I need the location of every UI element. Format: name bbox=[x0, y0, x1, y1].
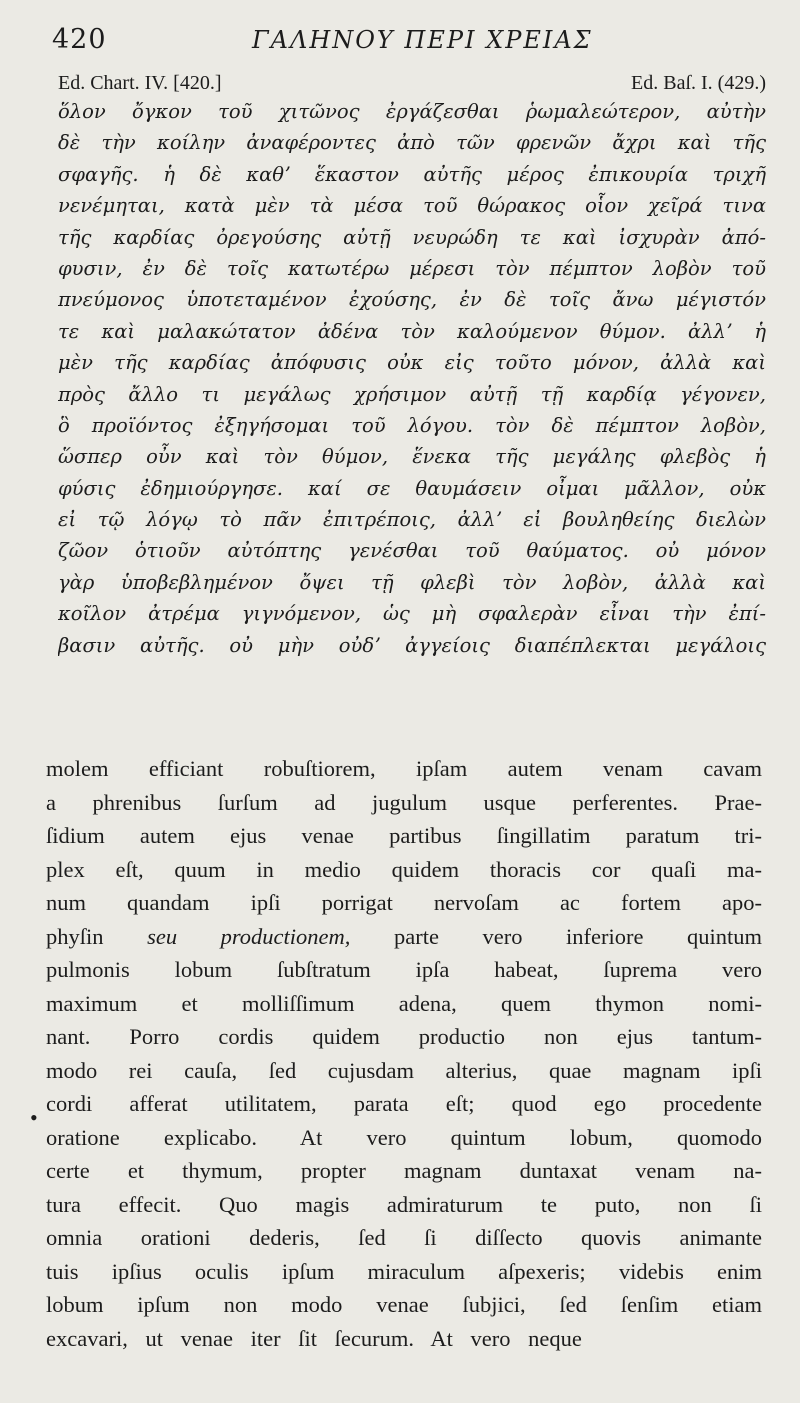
greek-line: βασιν αὐτῆς. οὐ μὴν οὐδʼ ἀγγείοις διαπέπλεκται μεγάλοις bbox=[58, 633, 766, 657]
page-header bbox=[52, 24, 762, 64]
latin-line: plex eſt, quum in medio quidem thoracis cor quaſi ma- bbox=[46, 856, 762, 882]
greek-line: ὃ προϊόντος ἐξηγήσομαι τοῦ λόγου. τὸν δὲ πέμπτον λοβὸν, bbox=[58, 413, 766, 437]
latin-line: certe et thymum, propter magnam duntaxat venam na- bbox=[46, 1158, 762, 1183]
greek-line: ὅλον ὄγκον τοῦ χιτῶνος ἐργάζεσθαι ῥωμαλεώτερον, αὐτὴν bbox=[58, 100, 766, 123]
greek-line: μὲν τῆς καρδίας ἀπόφυσις οὐκ εἰς τοῦτο μόνον, ἀλλὰ καὶ bbox=[58, 351, 766, 375]
latin-line: a phrenibus ſurſum ad jugulum usque perferentes. Prae- bbox=[46, 789, 762, 815]
latin-line: modo rei cauſa, ſed cujusdam alterius, quae magnam ipſi bbox=[46, 1057, 762, 1083]
latin-text-block bbox=[46, 752, 762, 1355]
greek-line: δὲ τὴν κοίλην ἀναφέροντες ἀπὸ τῶν φρενῶν ἄχρι καὶ τῆς bbox=[58, 131, 766, 155]
greek-line: πρὸς ἄλλο τι μεγάλως χρήσιμον αὐτῇ τῇ καρδίᾳ γέγονεν, bbox=[58, 382, 766, 406]
margin-mark: • bbox=[30, 1105, 38, 1130]
greek-line: σφαγῆς. ἡ δὲ καθʼ ἕκαστον αὐτῆς μέρος ἐπικουρία τριχῆ bbox=[58, 162, 766, 186]
greek-line: φυσιν, ἐν δὲ τοῖς κατωτέρω μέρεσι τὸν πέμπτον λοβὸν τοῦ bbox=[58, 256, 766, 280]
latin-line: excavari, ut venae iter ſit ſecurum. At vero neque bbox=[46, 1325, 582, 1351]
running-title: ΓΑΛΗΝΟΥ ΠΕΡΙ ΧΡΕΙΑΣ bbox=[252, 26, 593, 54]
greek-line: τῆς καρδίας ὀρεγούσης αὐτῇ νευρώδη τε καὶ ἰσχυρὰν ἀπό- bbox=[58, 225, 766, 249]
latin-line: cordi afferat utilitatem, parata eſt; quod ego procedente bbox=[46, 1091, 762, 1116]
page-number: 420 bbox=[52, 24, 107, 55]
latin-line: lobum ipſum non modo venae ſubjici, ſed ſenſim etiam bbox=[46, 1292, 762, 1317]
greek-line: γὰρ ὑποβεβλημένον ὄψει τῇ φλεβὶ τὸν λοβὸν, ἀλλὰ καὶ bbox=[58, 570, 766, 594]
greek-line: πνεύμονος ὑποτεταμένον ἐχούσης, ἐν δὲ τοῖς ἄνω μέγιστόν bbox=[58, 288, 766, 312]
latin-line: omnia orationi dederis, ſed ſi diſſecto quovis animante bbox=[46, 1225, 762, 1250]
latin-segment: parte vero inferiore quintum bbox=[393, 923, 762, 949]
greek-line: ζῶον ὁτιοῦν αὐτόπτης γενέσθαι τοῦ θαύματος. οὐ μόνον bbox=[58, 539, 766, 563]
greek-line: κοῖλον ἀτρέμα γιγνόμενον, ὡς μὴ σφαλερὰν εἶναι τὴν ἐπί- bbox=[58, 602, 766, 626]
greek-text-block bbox=[58, 96, 766, 661]
greek-line: φύσις ἐδημιούργησε. καί σε θαυμάσειν οἶμαι μᾶλλον, οὐκ bbox=[58, 476, 766, 500]
latin-line-mixed bbox=[46, 920, 762, 954]
italic-phrase: seu productionem, bbox=[147, 923, 351, 949]
latin-line: tuis ipſius oculis ipſum miraculum aſpexeris; videbis enim bbox=[46, 1258, 762, 1284]
edition-ref-right: Ed. Baſ. I. (429.) bbox=[631, 72, 766, 94]
latin-line: tura effecit. Quo magis admiraturum te puto, non ſi bbox=[46, 1191, 762, 1217]
latin-line: molem efficiant robuſtiorem, ipſam autem venam cavam bbox=[46, 756, 762, 781]
greek-line: ὥσπερ οὖν καὶ τὸν θύμον, ἕνεκα τῆς μεγάλης φλεβὸς ἡ bbox=[58, 445, 766, 469]
latin-segment: phyſin bbox=[46, 923, 104, 949]
latin-line: nant. Porro cordis quidem productio non ejus tantum- bbox=[46, 1024, 762, 1049]
edition-references bbox=[58, 72, 766, 95]
latin-line: num quandam ipſi porrigat nervoſam ac fortem apo- bbox=[46, 890, 762, 915]
edition-ref-left: Ed. Chart. IV. [420.] bbox=[58, 72, 222, 94]
latin-line: ſidium autem ejus venae partibus ſingillatim paratum tri- bbox=[46, 823, 762, 848]
latin-line: pulmonis lobum ſubſtratum ipſa habeat, ſuprema vero bbox=[46, 957, 762, 982]
greek-line: νενέμηται, κατὰ μὲν τὰ μέσα τοῦ θώρακος οἷον χεῖρά τινα bbox=[58, 194, 766, 218]
latin-line: maximum et molliſſimum adena, quem thymon nomi- bbox=[46, 990, 762, 1016]
greek-line: εἰ τῷ λόγῳ τὸ πᾶν ἐπιτρέποις, ἀλλʼ εἰ βουληθείης διελὼν bbox=[58, 508, 766, 532]
greek-line: τε καὶ μαλακώτατον ἀδένα τὸν καλούμενον θύμον. ἀλλʼ ἡ bbox=[58, 319, 766, 343]
latin-line: oratione explicabo. At vero quintum lobum, quomodo bbox=[46, 1124, 762, 1150]
